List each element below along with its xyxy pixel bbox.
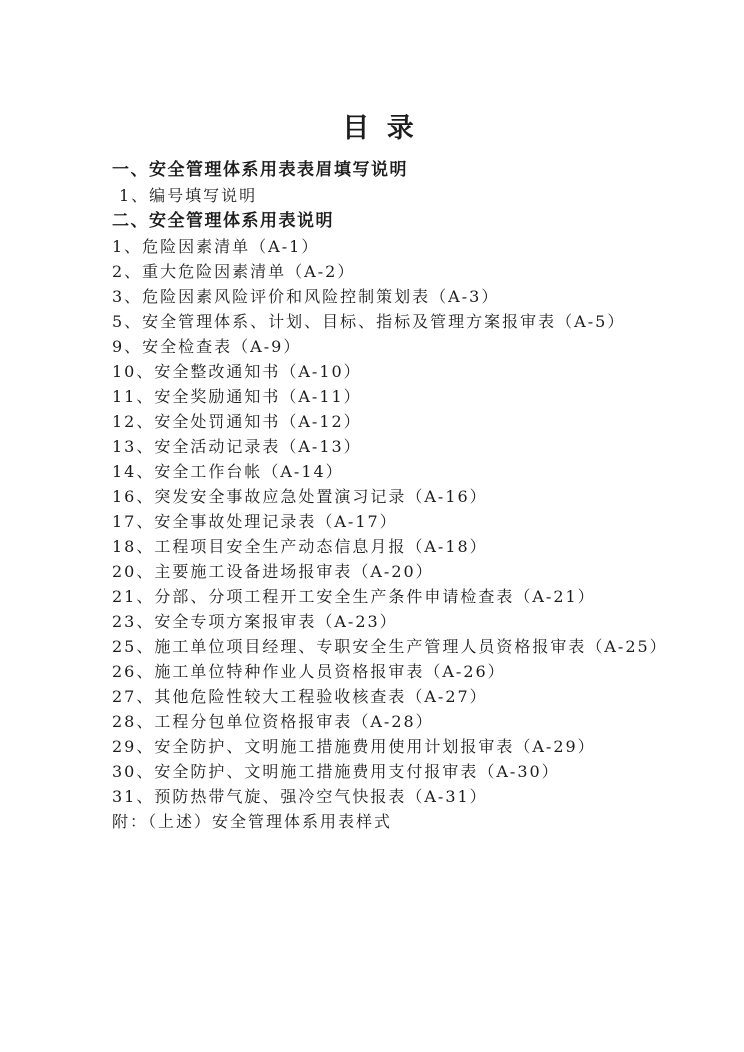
toc-item: 21、分部、分项工程开工安全生产条件申请检查表（A-21） — [112, 587, 596, 606]
toc-item: 1、危险因素清单（A-1） — [112, 237, 320, 256]
toc-item: 17、安全事故处理记录表（A-17） — [112, 512, 398, 531]
section-one-item: 1、编号填写说明 — [119, 186, 258, 205]
toc-item: 2、重大危险因素清单（A-2） — [112, 262, 356, 281]
toc-item: 9、安全检查表（A-9） — [112, 337, 302, 356]
toc-item: 13、安全活动记录表（A-13） — [112, 437, 362, 456]
toc-item: 27、其他危险性较大工程验收核查表（A-27） — [112, 687, 488, 706]
toc-item: 3、危险因素风险评价和风险控制策划表（A-3） — [112, 287, 500, 306]
toc-item: 31、预防热带气旋、强冷空气快报表（A-31） — [112, 787, 488, 806]
toc-item: 18、工程项目安全生产动态信息月报（A-18） — [112, 537, 488, 556]
toc-item: 26、施工单位特种作业人员资格报审表（A-26） — [112, 662, 506, 681]
appendix-line: 附：（上述）安全管理体系用表样式 — [112, 812, 393, 831]
toc-item: 5、安全管理体系、计划、目标、指标及管理方案报审表（A-5） — [112, 312, 626, 331]
section-two-heading: 二、安全管理体系用表说明 — [112, 211, 334, 231]
toc-item: 28、工程分包单位资格报审表（A-28） — [112, 712, 434, 731]
toc-item: 20、主要施工设备进场报审表（A-20） — [112, 562, 434, 581]
page-title: 目 录 — [342, 113, 418, 144]
toc-content — [112, 113, 668, 834]
toc-item: 16、突发安全事故应急处置演习记录（A-16） — [112, 487, 488, 506]
toc-item: 30、安全防护、文明施工措施费用支付报审表（A-30） — [112, 762, 560, 781]
toc-item: 29、安全防护、文明施工措施费用使用计划报审表（A-29） — [112, 737, 596, 756]
toc-item: 10、安全整改通知书（A-10） — [112, 362, 362, 381]
toc-item: 23、安全专项方案报审表（A-23） — [112, 612, 398, 631]
toc-item: 12、安全处罚通知书（A-12） — [112, 412, 362, 431]
toc-item: 14、安全工作台帐（A-14） — [112, 462, 344, 481]
toc-item: 11、安全奖励通知书（A-11） — [112, 387, 362, 406]
section-one-heading: 一、安全管理体系用表表眉填写说明 — [112, 160, 408, 180]
toc-item: 25、施工单位项目经理、专职安全生产管理人员资格报审表（A-25） — [112, 637, 668, 656]
